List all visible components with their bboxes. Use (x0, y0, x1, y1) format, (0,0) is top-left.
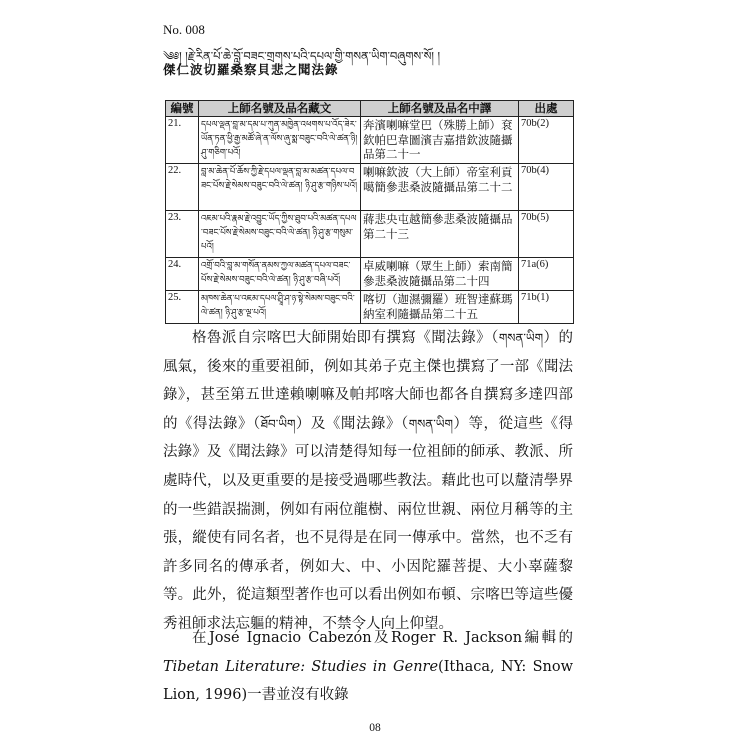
table-row (166, 164, 574, 211)
row-number: 21. (166, 117, 199, 164)
row-chinese: 卓威喇嘛（眾生上師）索南簡參悲桑波隨攝品第二十四 (361, 258, 519, 291)
book-title: Tibetan Literature: Studies in Genre (163, 658, 439, 675)
row-tibetan: བླ་མ་ཆེན་པོ་ཆོས་ཀྱི་རྗེ་དཔལ་ལྡན་བླ་མ་མཚན་དཔལ་བཟང་པོས་རྗེ་སེམས་བཟུང་བའི་ལེ་ཚན། ཉི་ཤུ་རྩ་གཉིས་པའོ། (199, 164, 361, 211)
header-tibetan: 上師名號及品名藏文 (199, 101, 361, 117)
row-chinese: 蔣悲央屯越簡參悲桑波隨攝品第二十三 (361, 211, 519, 258)
page-number: 08 (369, 722, 381, 734)
row-tibetan: མཁས་ཆེན་པ་འཇམ་དཔལ་ཤྲཱི་ཤ་ཉ་སྟེ་སེམས་བཟུང་བའི་ལེ་ཚན། ཉི་ཤུ་རྩ་ལྔ་པའོ། (199, 291, 361, 324)
table-row (166, 211, 574, 258)
lineage-table (165, 100, 574, 324)
table-row (166, 291, 574, 324)
tibetan-term: གསན་ཡིག (408, 416, 453, 431)
paragraph-text: 格魯派自宗喀巴大師開始即有撰寫《聞法錄》（ (192, 330, 499, 346)
row-tibetan: འགྲོ་བའི་བླ་མ་གསོན་ནམས་ཀྱལ་མཚན་དཔལ་བཟང་པོས་རྗེ་སེམས་བཟུང་བའི་ལེ་ཚན། ཉི་ཤུ་རྩ་བཞི་པའོ། (199, 258, 361, 291)
tibetan-term: གསན་ཡིག (498, 331, 544, 345)
paragraph-text: (Ithaca, NY: Snow Lion, 1996)一書並沒有收錄 (163, 658, 573, 704)
row-tibetan: དཔལ་ལྡན་བླ་མ་དམ་པ་ཀུན་མཁྱེན་འཕགས་པ་འོད་ཟེར་ཡོན་ཏན་ཕྱི་རྒྱ་མཚོ་ཞེ་ན་ལོས་ཞུ་སྨ་བཟུང་བའི་ལེ་ཚན་ཉི། ཤུ་གཅིག་པའོ། (199, 117, 361, 164)
row-chinese: 喇嘛欽波（大上師）帝室利貢噶簡參悲桑波隨攝品第二十二 (361, 164, 519, 211)
row-source: 71a(6) (519, 258, 574, 291)
table-row (166, 258, 574, 291)
row-source: 70b(5) (519, 211, 574, 258)
paragraph-text: ）等，從這些《得法錄》及《聞法錄》可以清楚得知每一位祖師的師承、教派、所處時代，以及更重要的是接受過哪些教法。藉此也可以釐清學界的一些錯誤揣測，例如有兩位龍樹、兩位世親、兩位月稱等的主張，縱使有同名者，也不見得是在同一傳承中。當然，也不乏有許多同名的傳承者，例如大、中、小因陀羅菩提、大小辜薩黎等。此外，從這類型著作也可以看出例如布頓、宗喀巴等這些優秀祖師求法忘軀的精神，不禁令人向上仰望。 (163, 415, 574, 632)
body-paragraph-2 (163, 624, 573, 710)
header-source: 出處 (519, 101, 574, 117)
row-source: 71b(1) (519, 291, 574, 324)
table-row (166, 117, 574, 164)
row-chinese: 喀切（迦濕彌羅）班智達蘇瑪納室利隨攝品第二十五 (361, 291, 519, 324)
header-chinese: 上師名號及品名中譯 (361, 101, 519, 117)
row-chinese: 奔濱喇嘛堂巴（殊勝上師）袞欽帕巴韋圖濱吉嘉措欽波隨攝品第二十一 (361, 117, 519, 164)
paragraph-text: 在José Ignacio Cabezón及Roger R. Jackson編輯的 (192, 630, 573, 646)
tibetan-title: ༄༅། །རྗེ་རིན་པོ་ཆེ་བློ་བཟང་གྲགས་པའི་དཔལ་གྱི་གསན་ཡིག་བཞུགས་སོ། ། (163, 49, 441, 63)
table-header-row (166, 101, 574, 117)
chinese-title: 傑仁波切羅桑察貝悲之聞法錄 (163, 62, 339, 77)
row-source: 70b(4) (519, 164, 574, 211)
paragraph-text: ）的風氣，後來的重要祖師，例如其弟子克主傑也撰寫了一部《聞法錄》，甚至第五世達賴喇嘛及帕邦喀大師也都各自撰寫多達四部的《得法錄》（ (163, 330, 574, 432)
row-tibetan: འཇམ་པའི་རྣམ་རྗེ་འབྱུང་ཡོད་ཀྱིས་ཐུབ་པའི་མཚན་དཔལ་བཟང་པོས་རྗེ་སེམས་བཟུང་བའི་ལེ་ཚན། ཉི་ཤུ་རྩ་གསུམ་པའོ། (199, 211, 361, 258)
body-paragraph-1 (163, 324, 573, 639)
row-source: 70b(2) (519, 117, 574, 164)
tibetan-term: ཐོབ་ཡིག (260, 416, 296, 431)
row-number: 23. (166, 211, 199, 258)
row-number: 22. (166, 164, 199, 211)
row-number: 24. (166, 258, 199, 291)
document-number: No. 008 (163, 22, 205, 37)
row-number: 25. (166, 291, 199, 324)
paragraph-text: ）及《聞法錄》（ (295, 415, 409, 432)
header-number: 編號 (166, 101, 199, 117)
